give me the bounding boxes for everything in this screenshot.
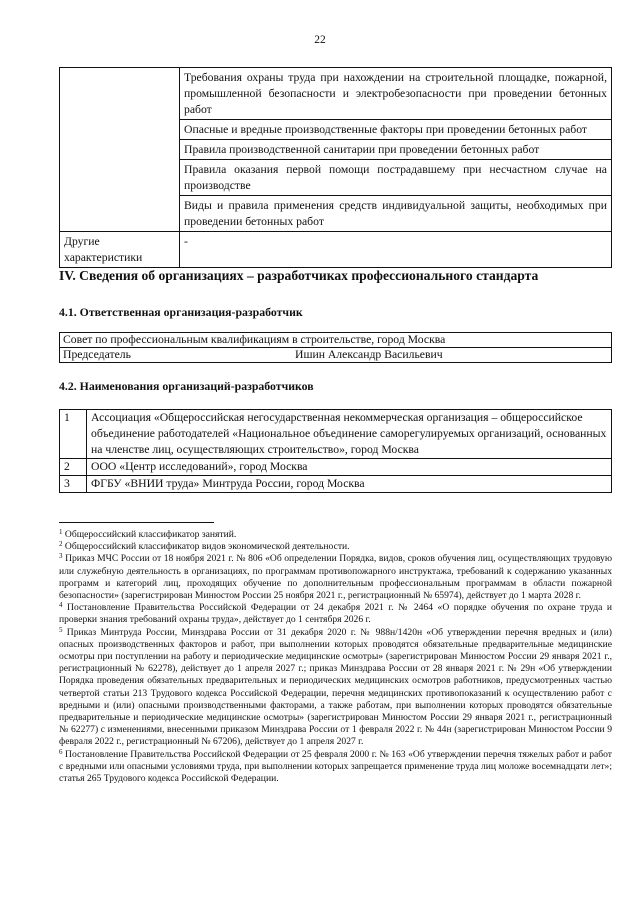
footnote <box>59 602 612 626</box>
table-cell: Правила оказания первой помощи пострадавшему при несчастном случае на производстве <box>180 160 612 196</box>
footnote-mark: 4 <box>59 601 63 610</box>
row-number: 1 <box>60 410 87 459</box>
footnote-text: Приказ МЧС России от 18 ноября 2021 г. № 806 «Об определении Порядка, видов, сроков обучения лиц, осуществляющих трудовую или служебную деятельность в организациях, по программам противопожарного инструктажа, требований к содержанию указанных программ и категорий лиц, проходящих обучение по дополнительным профессиональным программам в области пожарной безопасности» (зарегистрирован Минюстом России 25 ноября 2021 г., регистрационный № 65974), действует до 1 марта 2028 г. <box>59 553 613 602</box>
table-row <box>60 410 612 459</box>
footnote-mark: 2 <box>59 540 63 549</box>
table-row <box>60 348 612 363</box>
footnote <box>59 541 612 553</box>
footnote-text: Постановление Правительства Российской Федерации от 25 февраля 2000 г. № 163 «Об утверждении перечня тяжелых работ и работ с вредными или опасными условиями труда, при выполнении которых запрещается применение труда лиц моложе восемнадцати лет»; статья 265 Трудового кодекса Российской Федерации. <box>59 748 613 785</box>
footnote-mark: 3 <box>59 552 63 561</box>
table-cell-empty <box>60 68 180 232</box>
org-name: Ассоциация «Общероссийская негосударственная некоммерческая организация – общероссийское объединение работодателей «Национальное объединение саморегулируемых организаций, основанных на членстве лиц, осуществляющих строительство», город Москва <box>87 410 612 459</box>
table-row <box>60 232 612 268</box>
row-number: 3 <box>60 476 87 493</box>
footnote-separator <box>59 522 214 523</box>
footnote <box>59 749 612 786</box>
table-row <box>60 459 612 476</box>
footnotes <box>59 529 612 785</box>
work-conditions-table <box>59 67 612 268</box>
footnote-mark: 6 <box>59 747 63 756</box>
section-heading: IV. Сведения об организациях – разработчиках профессионального стандарта <box>59 268 539 283</box>
footnote <box>59 627 612 749</box>
table-cell: Требования охраны труда при нахождении на строительной площадке, пожарной, промышленной безопасности и электробезопасности при проведении бетонных работ <box>180 68 612 120</box>
footnote <box>59 529 612 541</box>
table-row <box>60 476 612 493</box>
table-cell: Виды и правила применения средств индивидуальной защиты, необходимых при проведении бетонных работ <box>180 196 612 232</box>
footnote-text: Общероссийский классификатор видов экономической деятельности. <box>64 541 350 553</box>
responsible-org-heading: 4.1. Ответственная организация-разработчик <box>59 305 303 319</box>
footnote-text: Постановление Правительства Российской Федерации от 24 декабря 2021 г. № 2464 «О порядке обучения по охране труда и проверки знания требований охраны труда», действует до 1 сентября 2026 г. <box>59 602 613 626</box>
table-cell: Опасные и вредные производственные факторы при проведении бетонных работ <box>180 120 612 140</box>
role-label: Председатель <box>60 348 293 363</box>
row-number: 2 <box>60 459 87 476</box>
footnote-text: Общероссийский классификатор занятий. <box>64 529 237 540</box>
developer-orgs-table <box>59 409 612 493</box>
developer-orgs-heading: 4.2. Наименования организаций-разработчиков <box>59 379 314 393</box>
org-name: ООО «Центр исследований», город Москва <box>87 459 612 476</box>
org-name-cell: Совет по профессиональным квалификациям в строительстве, город Москва <box>60 333 612 348</box>
responsible-org-table <box>59 332 612 363</box>
page-number: 22 <box>314 34 326 46</box>
footnote <box>59 553 612 602</box>
footnote-text: Приказ Минтруда России, Минздрава России от 31 декабря 2020 г. № 988н/1420н «Об утверждении перечня вредных и (или) опасных производственных факторов и работ, при выполнении которых проводятся обязательные предварительные медицинские осмотры при поступлении на работу и периодические медицинские осмотры» (зарегистрирован Минюстом России 29 января 2021 г., регистрационный № 62278), действует до 1 апреля 2027 г.; приказ Минздрава России от 28 января 2021 г. № 29н «Об утверждении Порядка проведения обязательных предварительных и периодических медицинских осмотров работников, предусмотренных частью четвертой статьи 213 Трудового кодекса Российской Федерации, перечня медицинских противопоказаний к осуществлению работ с вредными и (или) опасными производственными факторами, а также работам, при выполнении которых проводятся обязательные предварительные и периодические медицинские осмотры» (зарегистрирован Минюстом России 29 января 2021 г., регистрационный № 62277) с изменениями, внесенными приказом Минздрава России от 1 февраля 2022 г. № 44н (зарегистрирован Минюстом России 9 февраля 2022 г., регистрационный № 67206), действует до 1 апреля 2027 г. <box>59 626 612 748</box>
footnote-mark: 1 <box>59 528 63 536</box>
table-row <box>60 333 612 348</box>
other-characteristics-label: Другие характеристики <box>60 232 180 268</box>
table-row <box>60 68 612 120</box>
other-characteristics-value: - <box>180 232 612 268</box>
table-cell: Правила производственной санитарии при проведении бетонных работ <box>180 140 612 160</box>
footnote-mark: 5 <box>59 625 63 634</box>
org-name: ФГБУ «ВНИИ труда» Минтруда России, город Москва <box>87 476 612 493</box>
person-name: Ишин Александр Васильевич <box>292 348 612 363</box>
